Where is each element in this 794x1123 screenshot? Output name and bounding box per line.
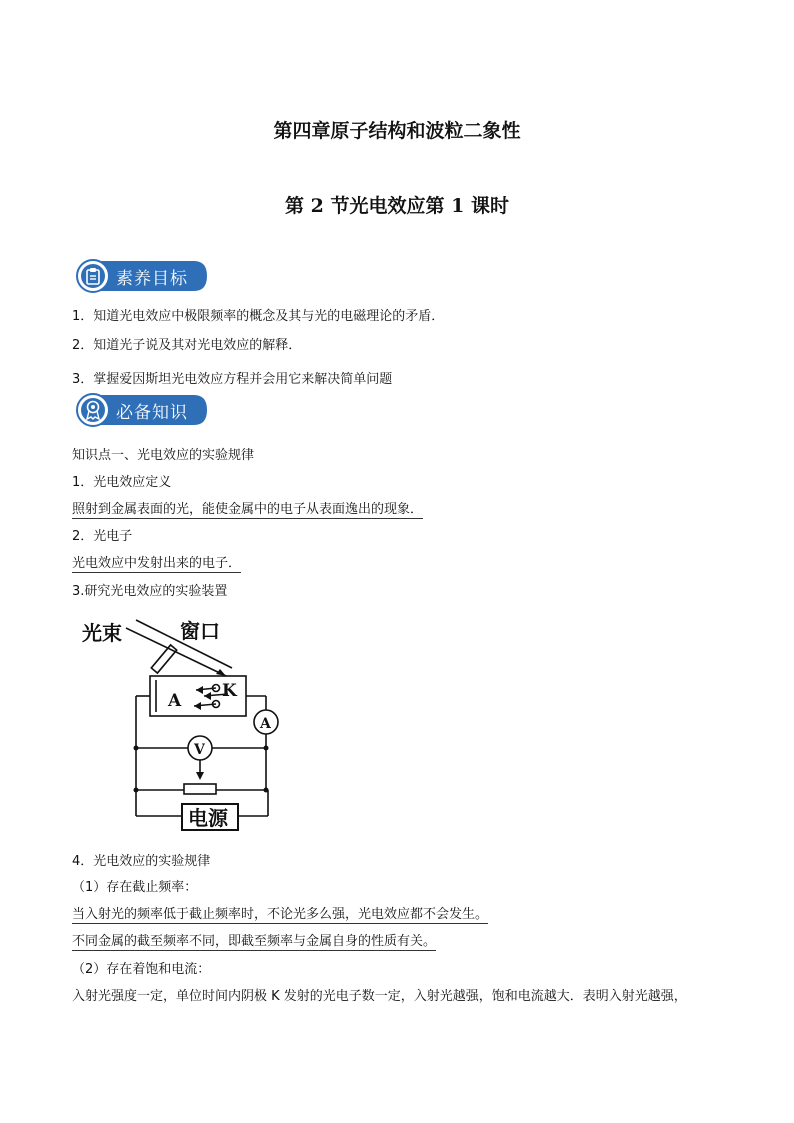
photoelectron-heading: 2．光电子 (72, 529, 133, 544)
rule1-text: 不同金属的截至频率不同，即截至频率与金属自身的性质有关。 (72, 934, 437, 949)
voltmeter-label: V (194, 742, 205, 758)
rule2-heading: （2）存在着饱和电流： (72, 962, 211, 977)
rule1-heading: （1）存在截止频率： (72, 880, 198, 895)
definition-text: 照射到金属表面的光，能使金属中的电子从表面逸出的现象． (72, 502, 424, 517)
knowledge-badge-label: 必备知识 (116, 403, 188, 423)
knowledge-badge (76, 392, 210, 428)
goal-item: 1．知道光电效应中极限频率的概念及其与光的电磁理论的矛盾． (72, 309, 445, 324)
goals-badge (76, 258, 210, 294)
rheostat (184, 784, 216, 794)
goal-item: 3．掌握爱因斯坦光电效应方程并会用它来解决简单问题 (72, 372, 393, 387)
definition-heading: 1．光电效应定义 (72, 475, 172, 490)
anode-label: A (168, 691, 182, 711)
chapter-title: 第四章原子结构和波粒二象性 (273, 120, 521, 142)
apparatus-heading: 3.研究光电效应的实验装置 (72, 584, 228, 599)
section-title: 第 2 节光电效应第 1 课时 (285, 195, 509, 217)
window-slit (151, 645, 176, 673)
rules-heading: 4．光电效应的实验规律 (72, 854, 211, 869)
medal-icon (85, 400, 101, 420)
window-label: 窗口 (180, 619, 220, 643)
clipboard-icon (85, 267, 101, 285)
goal-item: 2．知道光子说及其对光电效应的解释． (72, 338, 302, 353)
photoelectron-text: 光电效应中发射出来的电子． (72, 556, 242, 571)
power-supply-label: 电源 (188, 806, 228, 830)
rule2-text: 入射光强度一定，单位时间内阴极 K 发射的光电子数一定，入射光越强，饱和电流越大．表明入射光越强， (72, 989, 687, 1004)
knowledge-point-heading: 知识点一、光电效应的实验规律 (72, 448, 255, 463)
goals-badge-label: 素养目标 (116, 269, 188, 289)
ammeter-label: A (260, 716, 271, 732)
light-beam-label: 光束 (82, 621, 122, 645)
rule1-text: 当入射光的频率低于截止频率时，不论光多么强，光电效应都不会发生。 (72, 907, 489, 922)
cathode-label: K (222, 681, 237, 701)
photoelectric-apparatus-diagram (76, 614, 300, 836)
